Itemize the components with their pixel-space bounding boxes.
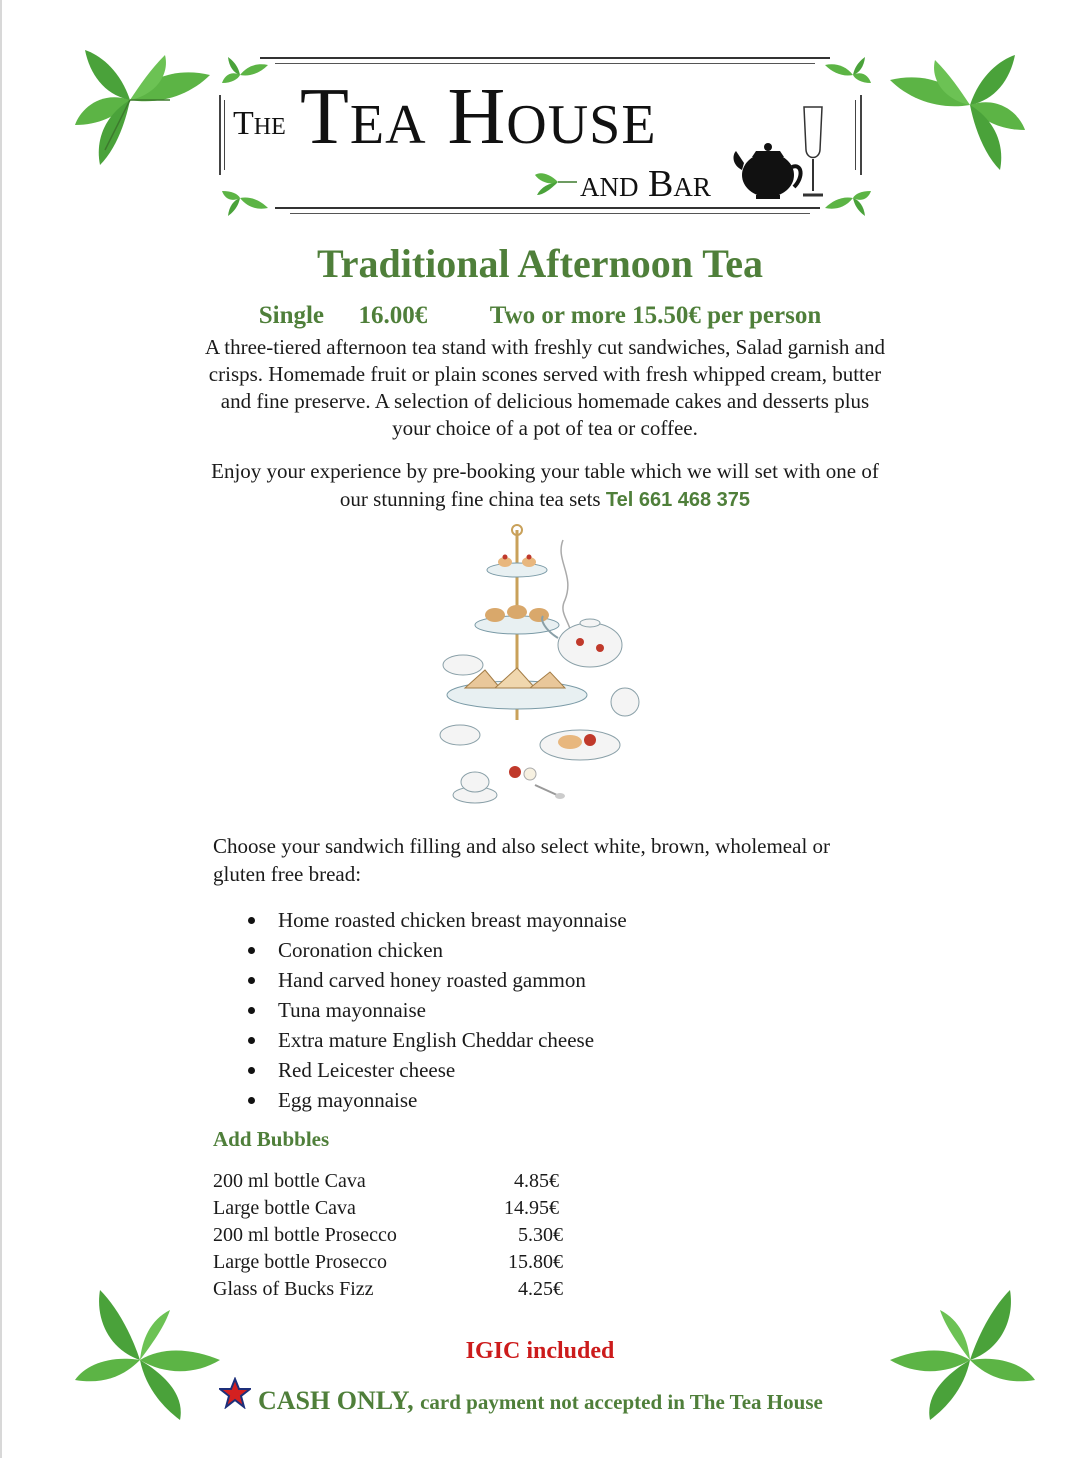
drink-price: 4.85€ bbox=[514, 1170, 559, 1192]
drink-name: Glass of Bucks Fizz bbox=[213, 1278, 374, 1300]
drink-row bbox=[213, 1168, 573, 1195]
tea-leaf-icon-logo-tr bbox=[823, 55, 873, 95]
bubbles-heading: Add Bubbles bbox=[213, 1127, 330, 1151]
drink-price: 5.30€ bbox=[518, 1224, 563, 1246]
list-item: Hand carved honey roasted gammon bbox=[245, 965, 627, 995]
tea-leaf-icon-logo-tl bbox=[220, 55, 270, 95]
phone-number: Tel 661 468 375 bbox=[605, 489, 751, 511]
star-icon bbox=[219, 1377, 251, 1409]
prebook-note bbox=[205, 457, 885, 514]
drink-row bbox=[213, 1249, 573, 1276]
sandwich-intro: Choose your sandwich filling and also select white, brown, wholemeal or gluten free bread: bbox=[213, 834, 831, 886]
price-line bbox=[0, 302, 1080, 330]
drink-name: 200 ml bottle Cava bbox=[213, 1170, 366, 1192]
drink-price: 15.80€ bbox=[508, 1251, 563, 1273]
champagne-glass-icon bbox=[798, 105, 828, 200]
group-price: Two or more 15.50€ per person bbox=[489, 302, 822, 329]
list-item: Egg mayonnaise bbox=[245, 1085, 627, 1115]
tea-leaf-icon-top-left bbox=[70, 40, 220, 170]
logo-the: The bbox=[233, 105, 286, 142]
drink-name: Large bottle Prosecco bbox=[213, 1251, 388, 1273]
drink-row bbox=[213, 1195, 573, 1222]
list-item: Tuna mayonnaise bbox=[245, 995, 627, 1025]
cash-only-note bbox=[258, 1386, 823, 1416]
tea-leaf-icon-logo-bl bbox=[220, 173, 270, 218]
igic-note: IGIC included bbox=[465, 1338, 615, 1364]
single-price: 16.00€ bbox=[358, 302, 428, 329]
drink-row bbox=[213, 1276, 573, 1303]
page-title: Traditional Afternoon Tea bbox=[317, 241, 763, 286]
drink-price: 4.25€ bbox=[518, 1278, 563, 1300]
filling-list bbox=[245, 905, 627, 1115]
logo bbox=[215, 55, 865, 217]
tea-leaf-icon-logo-sprig bbox=[533, 167, 578, 197]
description: A three-tiered afternoon tea stand with freshly cut sandwiches, Salad garnish and crisps. Homemade fruit or plain scones served with fresh whipped cream, butter and fine preserve. A selection of delicious homemade cakes and desserts plus your choice of a pot of tea or coffee. bbox=[205, 335, 885, 440]
logo-tea-house: Tea House bbox=[300, 73, 657, 161]
drink-price: 14.95€ bbox=[504, 1197, 559, 1219]
tea-leaf-icon-logo-br bbox=[823, 173, 873, 218]
drinks-list bbox=[213, 1168, 573, 1303]
cash-only-detail: card payment not accepted in The Tea House bbox=[420, 1390, 823, 1414]
logo-and-bar: and Bar bbox=[580, 163, 711, 205]
list-item: Extra mature English Cheddar cheese bbox=[245, 1025, 627, 1055]
drink-name: Large bottle Cava bbox=[213, 1197, 356, 1219]
list-item: Coronation chicken bbox=[245, 935, 627, 965]
afternoon-tea-illustration bbox=[425, 520, 655, 815]
cash-only-label: CASH ONLY, bbox=[258, 1386, 414, 1415]
prebook-text: Enjoy your experience by pre-booking your table which we will set with one of our stunning fine china tea sets bbox=[211, 459, 879, 511]
drink-name: 200 ml bottle Prosecco bbox=[213, 1224, 397, 1246]
single-label: Single bbox=[258, 302, 325, 329]
list-item: Red Leicester cheese bbox=[245, 1055, 627, 1085]
page-edge bbox=[0, 0, 2, 1458]
list-item: Home roasted chicken breast mayonnaise bbox=[245, 905, 627, 935]
drink-row bbox=[213, 1222, 573, 1249]
tea-leaf-icon-top-right bbox=[880, 45, 1030, 175]
